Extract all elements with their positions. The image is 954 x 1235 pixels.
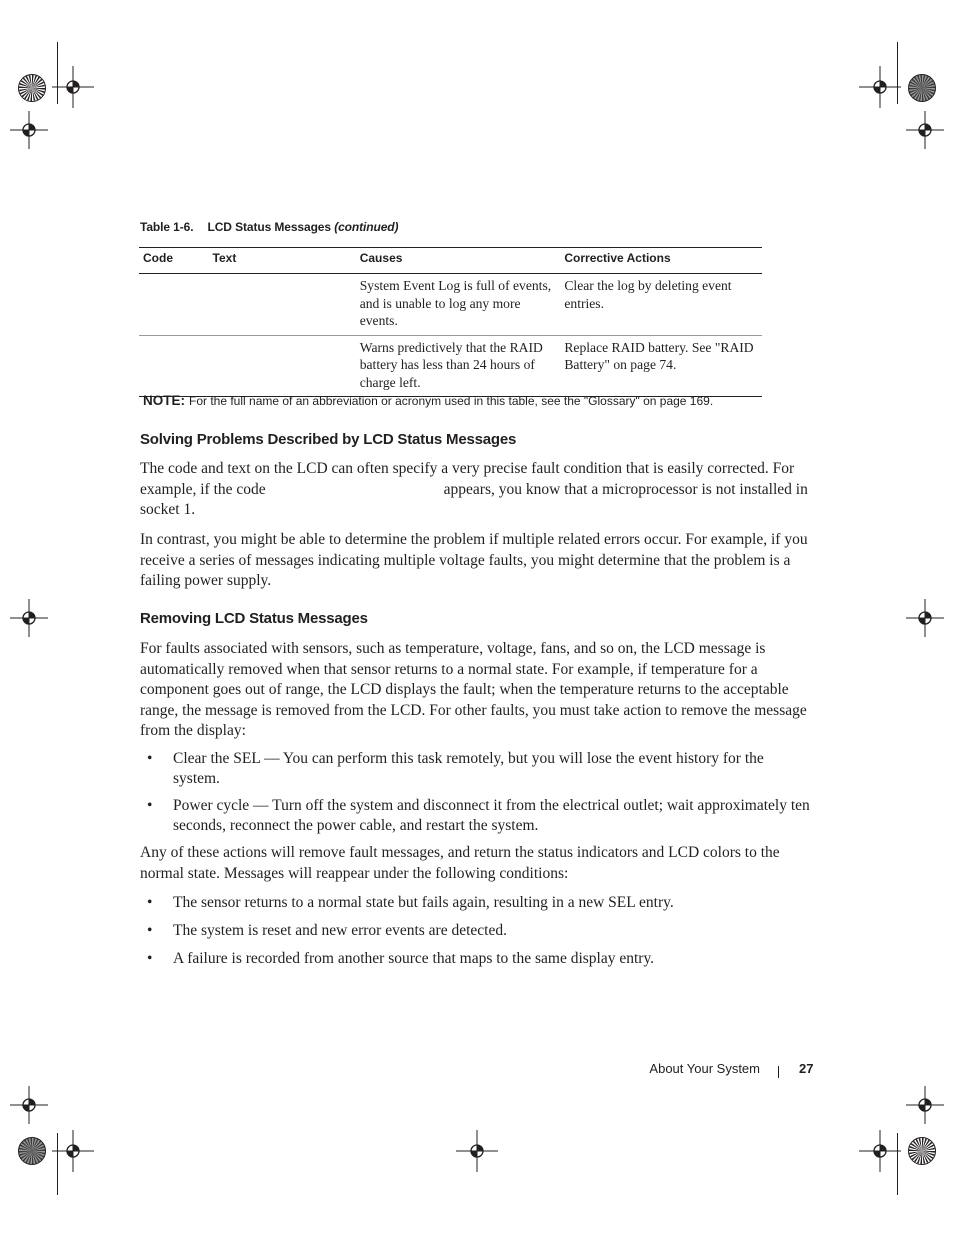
registration-mark-icon: [10, 599, 48, 637]
header-actions: Corrective Actions: [560, 248, 762, 274]
list-item-text: Clear the SEL — You can perform this task remotely, but you will lose the event history for the system.: [173, 750, 764, 787]
list-item-text: The sensor returns to a normal state but fails again, resulting in a new SEL entry.: [173, 894, 674, 911]
registration-mark-icon: [859, 66, 901, 108]
header-code: Code: [139, 248, 209, 274]
page-number: 27: [799, 1061, 814, 1076]
cell-code: [139, 335, 209, 397]
header-text: Text: [209, 248, 356, 274]
header-causes: Causes: [356, 248, 561, 274]
color-target-icon: [17, 1136, 47, 1166]
bullet-marker: •: [147, 894, 153, 911]
registration-mark-icon: [859, 1130, 901, 1172]
table-caption: [140, 220, 398, 234]
bullet-marker: •: [147, 922, 153, 939]
list-item-text: A failure is recorded from another source that maps to the same display entry.: [173, 950, 655, 967]
note-text: For the full name of an abbreviation or acronym used in this table, see the "Glossary" on page 169.: [189, 394, 714, 408]
table-number: Table 1-6.: [140, 220, 194, 234]
paragraph-text: appears, you know that a microprocessor is not installed in socket 1.: [140, 480, 808, 518]
color-target-icon: [907, 73, 937, 103]
paragraph: Any of these actions will remove fault messages, and return the status indicators and LCD colors to the normal state. Messages will reappear under the following conditions:: [140, 844, 780, 882]
cell-code: [139, 274, 209, 336]
registration-mark-icon: [906, 599, 944, 637]
paragraph-text: The code and text on the LCD can often specify a very precise fault condition that is easily corrected. For example, if the code: [140, 460, 795, 498]
table-header-row: [139, 248, 762, 274]
cell-text: [209, 335, 356, 397]
registration-mark-icon: [10, 111, 48, 149]
table-title: LCD Status Messages: [207, 220, 331, 234]
table-row: [139, 274, 762, 336]
color-target-icon: [17, 73, 47, 103]
section-heading-removing: Removing LCD Status Messages: [140, 610, 368, 627]
bullet-marker: •: [147, 750, 153, 767]
footer-divider: [778, 1066, 779, 1078]
list-item-text: The system is reset and new error events are detected.: [173, 922, 507, 939]
lcd-status-table: [139, 247, 762, 397]
color-target-icon: [907, 1136, 937, 1166]
note-label: NOTE:: [143, 393, 185, 408]
cell-actions: Replace RAID battery. See "RAID Battery" on page 74.: [560, 335, 762, 397]
registration-mark-icon: [906, 111, 944, 149]
paragraph: [140, 459, 812, 521]
registration-mark-icon: [52, 1130, 94, 1172]
cell-actions: Clear the log by deleting event entries.: [560, 274, 762, 336]
registration-mark-icon: [10, 1086, 48, 1124]
registration-mark-icon: [52, 66, 94, 108]
table-row: [139, 335, 762, 397]
cell-causes: System Event Log is full of events, and is unable to log any more events.: [356, 274, 561, 336]
list-item-text: Power cycle — Turn off the system and disconnect it from the electrical outlet; wait approximately ten seconds, reconnect the power cable, and restart the system.: [173, 797, 810, 834]
cell-text: [209, 274, 356, 336]
registration-mark-icon: [456, 1130, 498, 1172]
paragraph: In contrast, you might be able to determine the problem if multiple related errors occur. For example, if you receive a series of messages indicating multiple voltage faults, you might determine that the problem is a failing power supply.: [140, 531, 808, 589]
bullet-marker: •: [147, 797, 153, 814]
section-heading-solving: Solving Problems Described by LCD Status Messages: [140, 431, 517, 448]
table-continued: (continued): [334, 220, 399, 234]
paragraph: For faults associated with sensors, such as temperature, voltage, fans, and so on, the LCD message is automatically removed when that sensor returns to a normal state. For example, if temperature for a component goes out of range, the LCD displays the fault; when the temperature returns to the acceptable range, the message is removed from the LCD. For other faults, you must take action to remove the message from the display:: [140, 640, 807, 739]
bullet-marker: •: [147, 950, 153, 967]
cell-causes: Warns predictively that the RAID battery has less than 24 hours of charge left.: [356, 335, 561, 397]
registration-mark-icon: [906, 1086, 944, 1124]
note: [143, 393, 713, 408]
footer-section-title: About Your System: [649, 1061, 760, 1076]
page-footer: [0, 1061, 954, 1081]
